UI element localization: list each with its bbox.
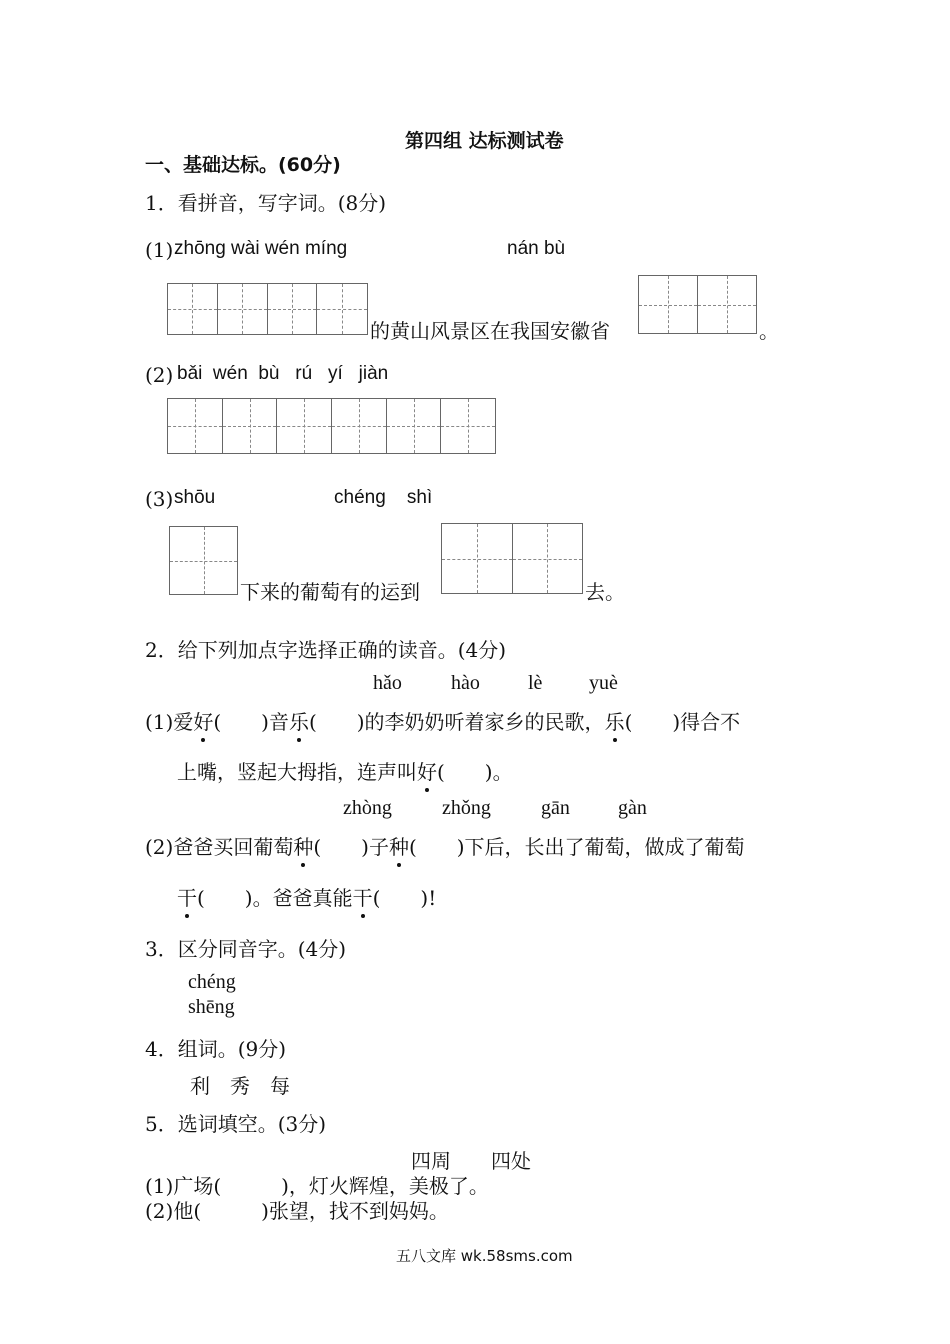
q1-part1-pinyin-b: nán bù xyxy=(507,238,566,259)
dotted-char: 好 xyxy=(193,706,213,735)
q1-part3-end: 去。 xyxy=(585,580,625,604)
q1-part1-label: (1) xyxy=(145,238,174,262)
q5-sentence-2[interactable]: (2)他( )张望，找不到妈妈。 xyxy=(145,1199,449,1223)
answer-blank[interactable]: ( )。爸爸真能 xyxy=(197,886,353,910)
q1-part3-pinyin-a: shōu xyxy=(174,487,216,508)
dotted-char: 乐 xyxy=(289,706,309,735)
q2-sentence-1: (1)爱好( )音乐( )的李奶奶听着家乡的民歌，乐( )得合不 xyxy=(145,706,740,735)
q3-pinyin-1: chéng xyxy=(188,971,236,993)
dotted-char: 种 xyxy=(293,831,313,860)
q2-sentence-2: (2)爸爸买回葡萄种( )子种( )下后，长出了葡萄，做成了葡萄 xyxy=(145,831,745,860)
answer-blank[interactable]: ( )! xyxy=(372,886,437,910)
answer-blank[interactable]: ( )得合不 xyxy=(624,710,741,734)
q1-part1-text: 的黄山风景区在我国安徽省 xyxy=(370,319,610,343)
dotted-char: 干 xyxy=(353,882,373,911)
question-4-heading: 4．组词。(9分) xyxy=(145,1037,287,1061)
q5-sentence-1[interactable]: (1)广场( )，灯火辉煌，美极了。 xyxy=(145,1174,489,1198)
answer-blank[interactable]: ( )子 xyxy=(313,835,389,859)
footer-watermark: 五八文库 wk.58sms.com xyxy=(396,1247,573,1265)
page-title: 第四组 达标测试卷 xyxy=(405,130,564,152)
q1-part3-label: (3) xyxy=(145,487,174,511)
question-5-heading: 5．选词填空。(3分) xyxy=(145,1112,327,1136)
question-2-heading: 2．给下列加点字选择正确的读音。(4分) xyxy=(145,638,507,662)
q2-options-2-c: gān xyxy=(541,797,570,819)
q2-options-1-c: lè xyxy=(528,672,543,694)
q1-part1-end: 。 xyxy=(759,319,779,343)
q2-sentence-2-cont xyxy=(177,882,436,911)
answer-blank[interactable]: ( )的李奶奶听着家乡的民歌， xyxy=(308,710,605,734)
section-heading: 一、基础达标。(60分) xyxy=(145,154,341,176)
answer-blank[interactable]: ( )音 xyxy=(213,710,289,734)
q1-part3-pinyin-b: chéng shì xyxy=(334,487,433,508)
dotted-char: 干 xyxy=(177,882,197,911)
answer-blank[interactable]: ( )下后，长出了葡萄，做成了葡萄 xyxy=(408,835,745,859)
writing-grid-2[interactable] xyxy=(638,275,757,334)
q5-options: 四周 四处 xyxy=(411,1149,531,1173)
dotted-char: 好 xyxy=(417,756,437,785)
writing-grid-2b[interactable] xyxy=(441,523,583,594)
q1-part2-pinyin: bǎi wén bù rú yí jiàn xyxy=(177,363,389,384)
q2-options-2-d: gàn xyxy=(618,797,647,819)
q1-part1-pinyin-a: zhōng wài wén míng xyxy=(174,238,348,259)
q2-options-2-b: zhǒng xyxy=(442,797,491,819)
writing-grid-6[interactable] xyxy=(167,398,496,454)
q2-sentence-1-cont: 上嘴，竖起大拇指，连声叫好( )。 xyxy=(177,756,513,785)
q2-options-1-d: yuè xyxy=(589,672,618,694)
writing-grid-1[interactable] xyxy=(169,526,238,595)
q2-options-1-b: hào xyxy=(451,672,480,694)
dotted-char: 种 xyxy=(389,831,409,860)
q4-characters: 利 秀 每 xyxy=(190,1074,290,1098)
answer-blank[interactable]: ( )。 xyxy=(437,760,513,784)
question-3-heading: 3．区分同音字。(4分) xyxy=(145,937,347,961)
q1-part3-text: 下来的葡萄有的运到 xyxy=(240,580,420,604)
q3-pinyin-2: shēng xyxy=(188,996,235,1018)
q2-options-1-a: hǎo xyxy=(373,672,402,694)
writing-grid-4[interactable] xyxy=(167,283,368,335)
q2-options-2-a: zhòng xyxy=(343,797,392,819)
question-1-heading: 1．看拼音，写字词。(8分) xyxy=(145,191,387,215)
dotted-char: 乐 xyxy=(605,706,625,735)
q1-part2-label: (2) xyxy=(145,363,174,387)
